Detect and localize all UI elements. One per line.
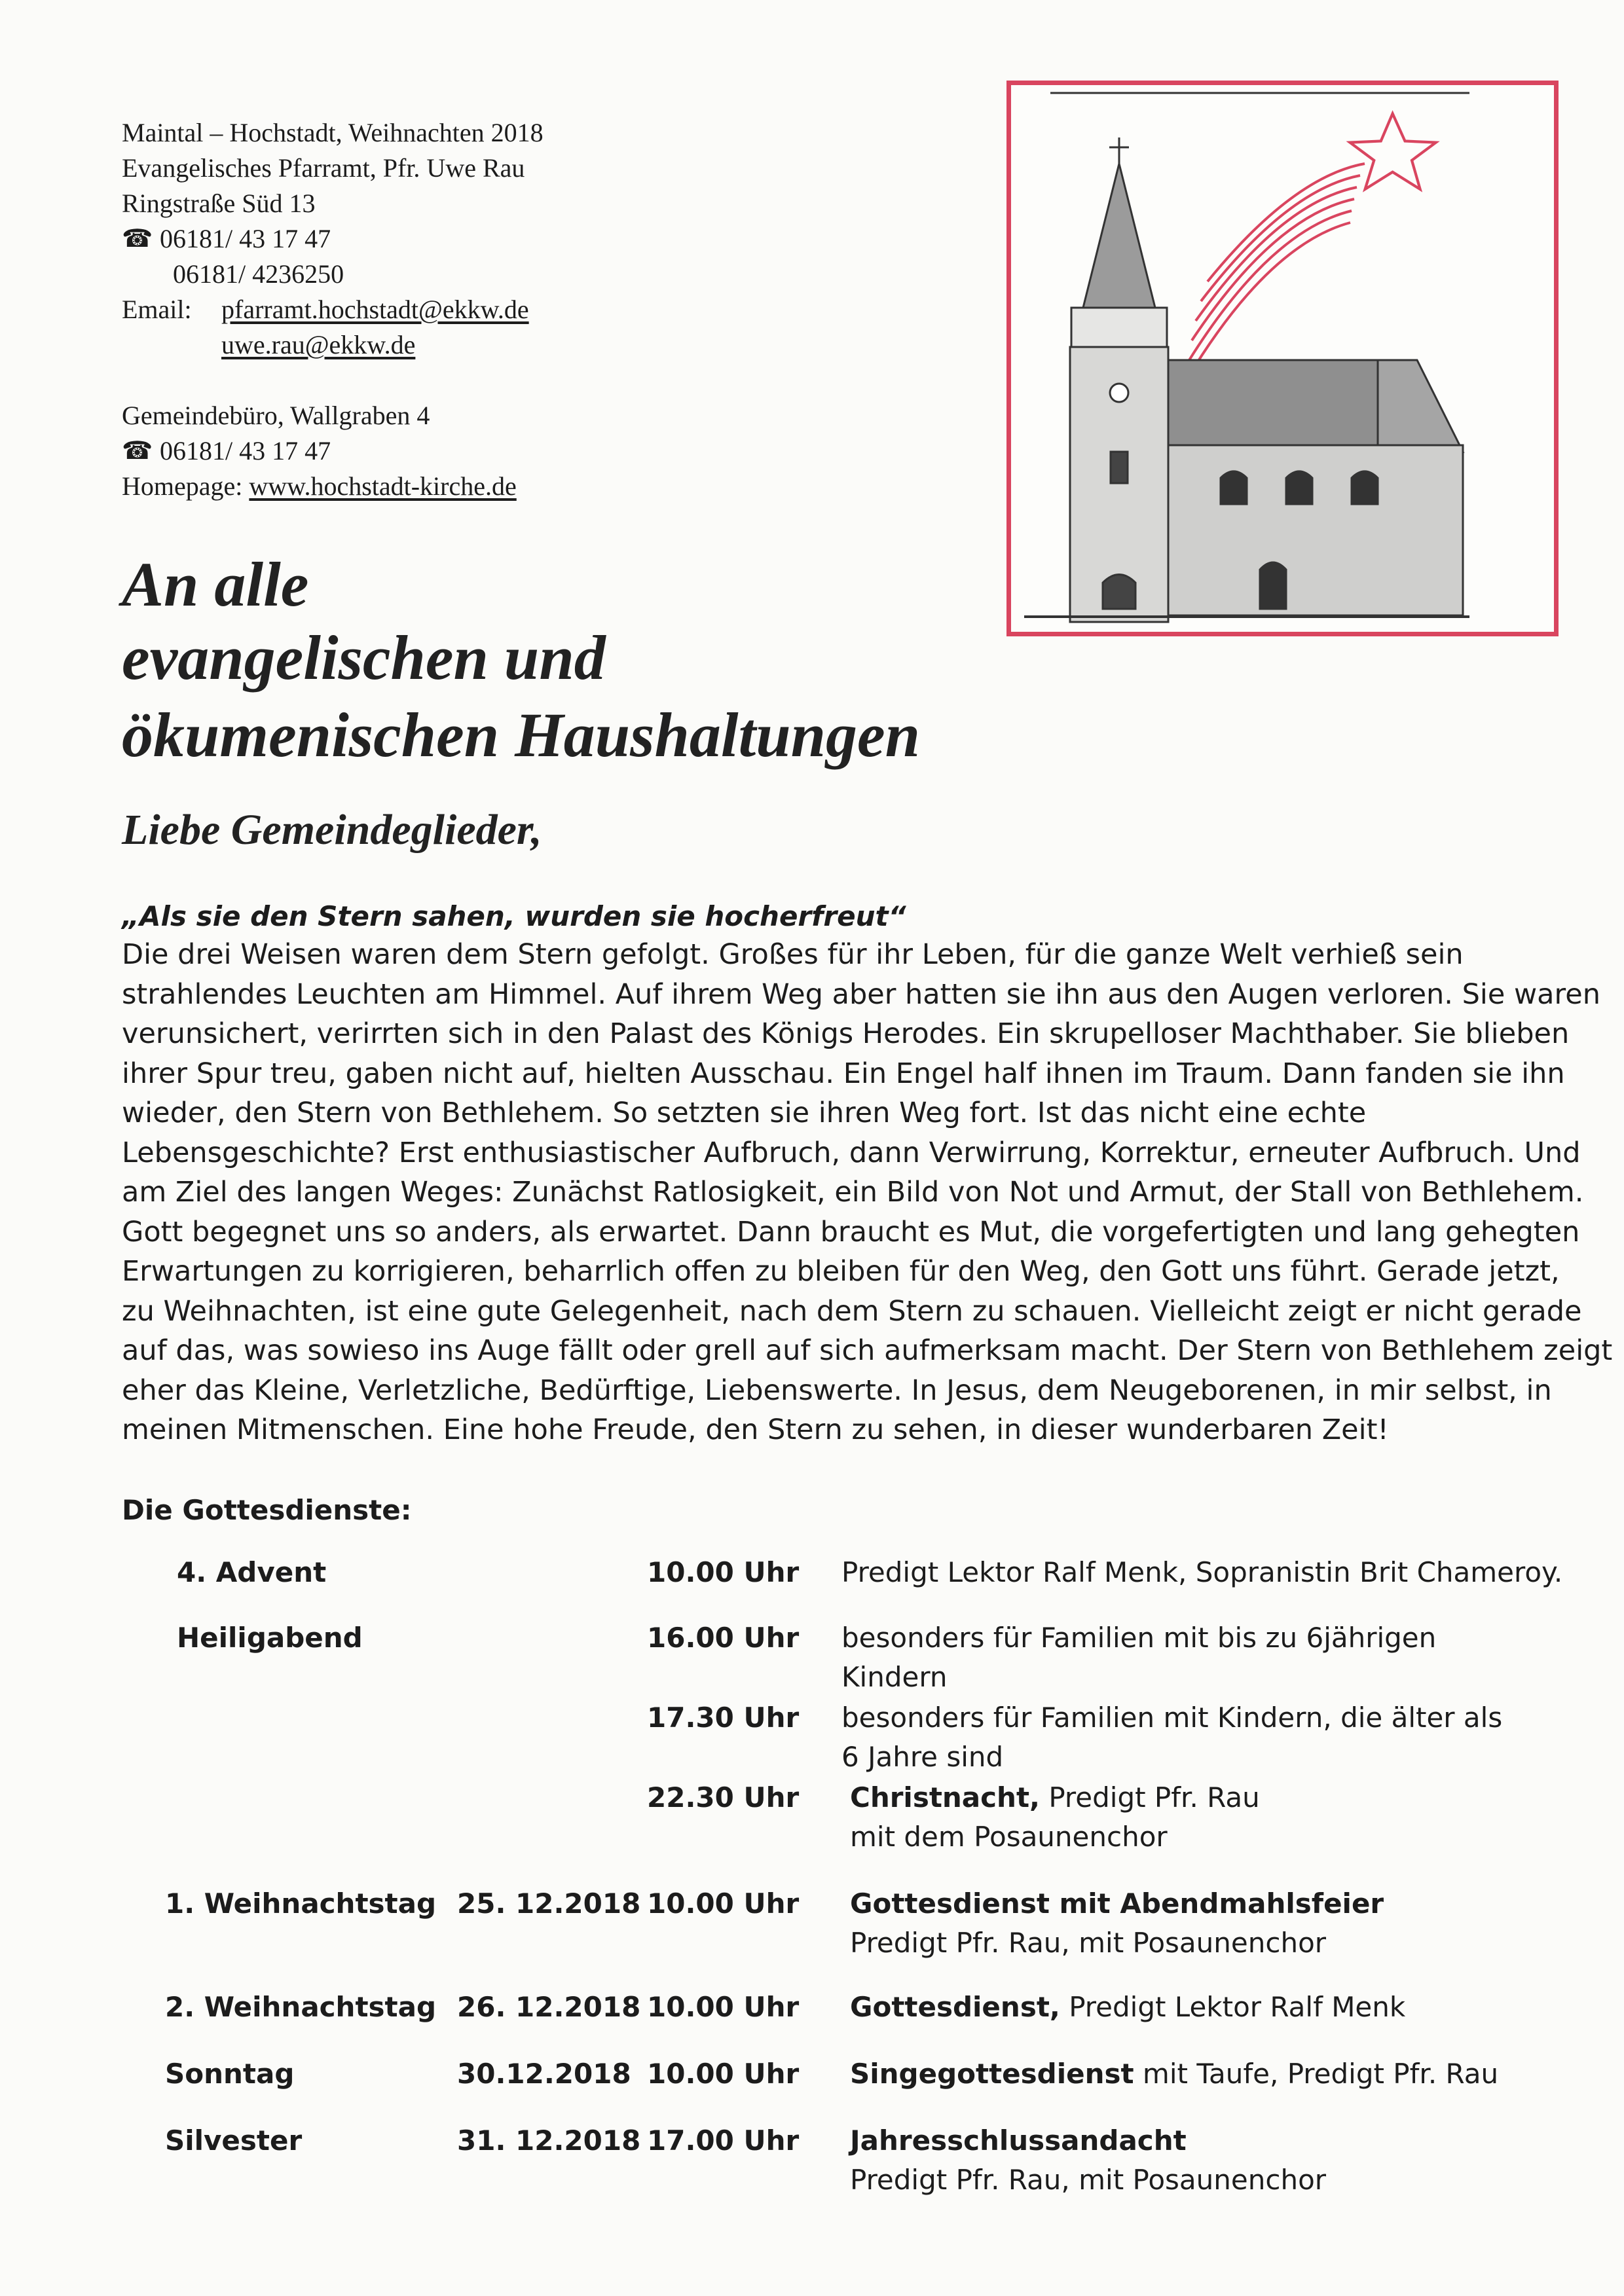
phone-number-2: 06181/ 4236250: [173, 259, 344, 289]
body-line: zu Weihnachten, ist eine gute Gelegenheit, nach dem Stern zu schauen. Vielleicht zeigt er nicht gerade: [122, 1294, 1582, 1328]
homepage-link[interactable]: www.hochstadt-kirche.de: [249, 471, 517, 501]
email-link-2[interactable]: uwe.rau@ekkw.de: [221, 330, 416, 359]
service-time-weihnacht-2: 10.00 Uhr: [647, 1991, 800, 2023]
body-line: verunsichert, verirrten sich in den Palast des Königs Herodes. Ein skrupelloser Machthaber. Sie blieben: [122, 1017, 1570, 1050]
service-desc-sonntag: [850, 2054, 1498, 2094]
bible-quote: „Als sie den Stern sahen, wurden sie hocherfreut“: [122, 900, 906, 932]
body-line: Gott begegnet uns so anders, als erwartet. Dann braucht es Mut, die vorgefertigten und lang gehegten: [122, 1215, 1580, 1248]
christnacht-rest: Predigt Pfr. Rau: [1039, 1781, 1260, 1813]
service-time-heiligabend-1: 16.00 Uhr: [647, 1622, 800, 1654]
church-with-star-illustration: [1011, 85, 1554, 632]
email-row-2: [122, 327, 895, 363]
parish-office-address: Gemeindebüro, Wallgraben 4: [122, 401, 430, 430]
email-label: Email:: [122, 295, 192, 324]
street-address: Ringstraße Süd 13: [122, 189, 316, 218]
church-logo: [1006, 81, 1559, 636]
service-name-weihnacht-1: 1. Weihnachtstag: [165, 1887, 437, 1920]
email-link-1[interactable]: pfarramt.hochstadt@ekkw.de: [221, 295, 529, 324]
homepage-label: Homepage:: [122, 471, 243, 501]
service-time-weihnacht-1: 10.00 Uhr: [647, 1887, 800, 1920]
service-desc-heiligabend-1a: besonders für Familien mit bis zu 6jährigen: [841, 1622, 1437, 1654]
service-desc-advent: Predigt Lektor Ralf Menk, Sopranistin Brit Chameroy.: [841, 1556, 1563, 1588]
heading-line-3: ökumenischen Haushaltungen: [122, 700, 921, 770]
body-line: am Ziel des langen Weges: Zunächst Ratlosigkeit, ein Bild von Not und Armut, der Stall von Bethlehem.: [122, 1176, 1584, 1209]
heading-line-1: An alle: [122, 549, 309, 619]
service-desc-heiligabend-2b: 6 Jahre sind: [841, 1741, 1004, 1773]
weihnacht-2-rest: Predigt Lektor Ralf Menk: [1060, 1991, 1406, 2023]
body-line: strahlendes Leuchten am Himmel. Auf ihrem Weg aber hatten sie ihn aus den Augen verloren. Sie waren: [122, 977, 1600, 1011]
homepage-row: [122, 469, 895, 504]
church-tower: [1070, 137, 1168, 622]
body-line: auf das, was sowieso ins Auge fällt oder grell auf sich aufmerksam macht. Der Stern von Bethlehem zeigt: [122, 1334, 1613, 1367]
service-date-silvester: 31. 12.2018: [457, 2124, 641, 2157]
sonntag-label: Singegottesdienst: [850, 2058, 1134, 2090]
service-time-heiligabend-3: 22.30 Uhr: [647, 1781, 800, 1813]
service-desc-heiligabend-3: [850, 1778, 1260, 1817]
weihnacht-2-label: Gottesdienst,: [850, 1991, 1060, 2023]
service-name-sonntag: Sonntag: [165, 2058, 295, 2090]
body-line: meinen Mitmenschen. Eine hohe Freude, den Stern zu sehen, in dieser wunderbaren Zeit!: [122, 1413, 1389, 1446]
telephone-icon: ☎: [122, 437, 153, 465]
service-desc-weihnacht-2: [850, 1988, 1405, 2027]
body-line: ihrer Spur treu, gaben nicht auf, hielten Ausschau. Ein Engel half ihnen im Traum. Dann fanden sie ihn: [122, 1057, 1565, 1090]
heading-line-2: evangelischen und: [122, 623, 606, 693]
body-line: Erwartungen zu korrigieren, beharrlich offen zu bleiben für den Weg, den Gott uns führt. Gerade jetzt,: [122, 1255, 1560, 1288]
shooting-star-icon: [1187, 114, 1436, 380]
office-phone-row: [122, 433, 895, 469]
service-desc-weihnacht-1: Gottesdienst mit Abendmahlsfeier: [850, 1887, 1384, 1920]
office-phone-number: 06181/ 43 17 47: [160, 436, 331, 465]
service-desc-heiligabend-2a: besonders für Familien mit Kindern, die älter als: [841, 1702, 1503, 1734]
service-date-sonntag: 30.12.2018: [457, 2058, 631, 2090]
service-name-silvester: Silvester: [165, 2124, 303, 2157]
service-name-weihnacht-2: 2. Weihnachtstag: [165, 1991, 437, 2023]
christnacht-label: Christnacht,: [850, 1781, 1040, 1813]
phone-row-1: [122, 221, 895, 257]
body-line: Lebensgeschichte? Erst enthusiastischer Aufbruch, dann Verwirrung, Korrektur, erneuter Aufbruch. Und: [122, 1136, 1581, 1169]
sermon-text: [122, 935, 1613, 1450]
salutation: Liebe Gemeindeglieder,: [122, 806, 542, 854]
service-time-heiligabend-2: 17.30 Uhr: [647, 1702, 800, 1734]
place-date-line: Maintal – Hochstadt, Weihnachten 2018: [122, 118, 544, 147]
services-title: Die Gottesdienste:: [122, 1494, 412, 1526]
body-line: wieder, den Stern von Bethlehem. So setzten sie ihren Weg fort. Ist das nicht eine echte: [122, 1097, 1367, 1129]
service-date-weihnacht-1: 25. 12.2018: [457, 1887, 641, 1920]
service-time-silvester: 17.00 Uhr: [647, 2124, 800, 2157]
service-time-advent: 10.00 Uhr: [647, 1556, 800, 1588]
letterhead: [122, 115, 895, 504]
service-desc-heiligabend-1b: Kindern: [841, 1661, 948, 1693]
body-line: eher das Kleine, Verletzliche, Bedürftige, Liebenswerte. In Jesus, dem Neugeborenen, in mir selbst, in: [122, 1374, 1552, 1407]
service-desc-weihnacht-1b: Predigt Pfr. Rau, mit Posaunenchor: [850, 1927, 1327, 1959]
service-date-weihnacht-2: 26. 12.2018: [457, 1991, 641, 2023]
body-line: Die drei Weisen waren dem Stern gefolgt. Großes für ihr Leben, für die ganze Welt verhieß sein: [122, 938, 1464, 971]
service-desc-silvester-b: Predigt Pfr. Rau, mit Posaunenchor: [850, 2164, 1327, 2196]
phone-number-1: 06181/ 43 17 47: [160, 224, 331, 253]
service-name-heiligabend: Heiligabend: [177, 1622, 363, 1654]
service-desc-silvester: Jahresschlussandacht: [850, 2124, 1187, 2157]
sonntag-rest: mit Taufe, Predigt Pfr. Rau: [1134, 2058, 1499, 2090]
telephone-icon: ☎: [122, 225, 153, 253]
email-row-1: [122, 292, 895, 327]
service-time-sonntag: 10.00 Uhr: [647, 2058, 800, 2090]
service-desc-heiligabend-3b: mit dem Posaunenchor: [850, 1821, 1168, 1853]
service-name-advent: 4. Advent: [177, 1556, 327, 1588]
office-line: Evangelisches Pfarramt, Pfr. Uwe Rau: [122, 153, 525, 183]
